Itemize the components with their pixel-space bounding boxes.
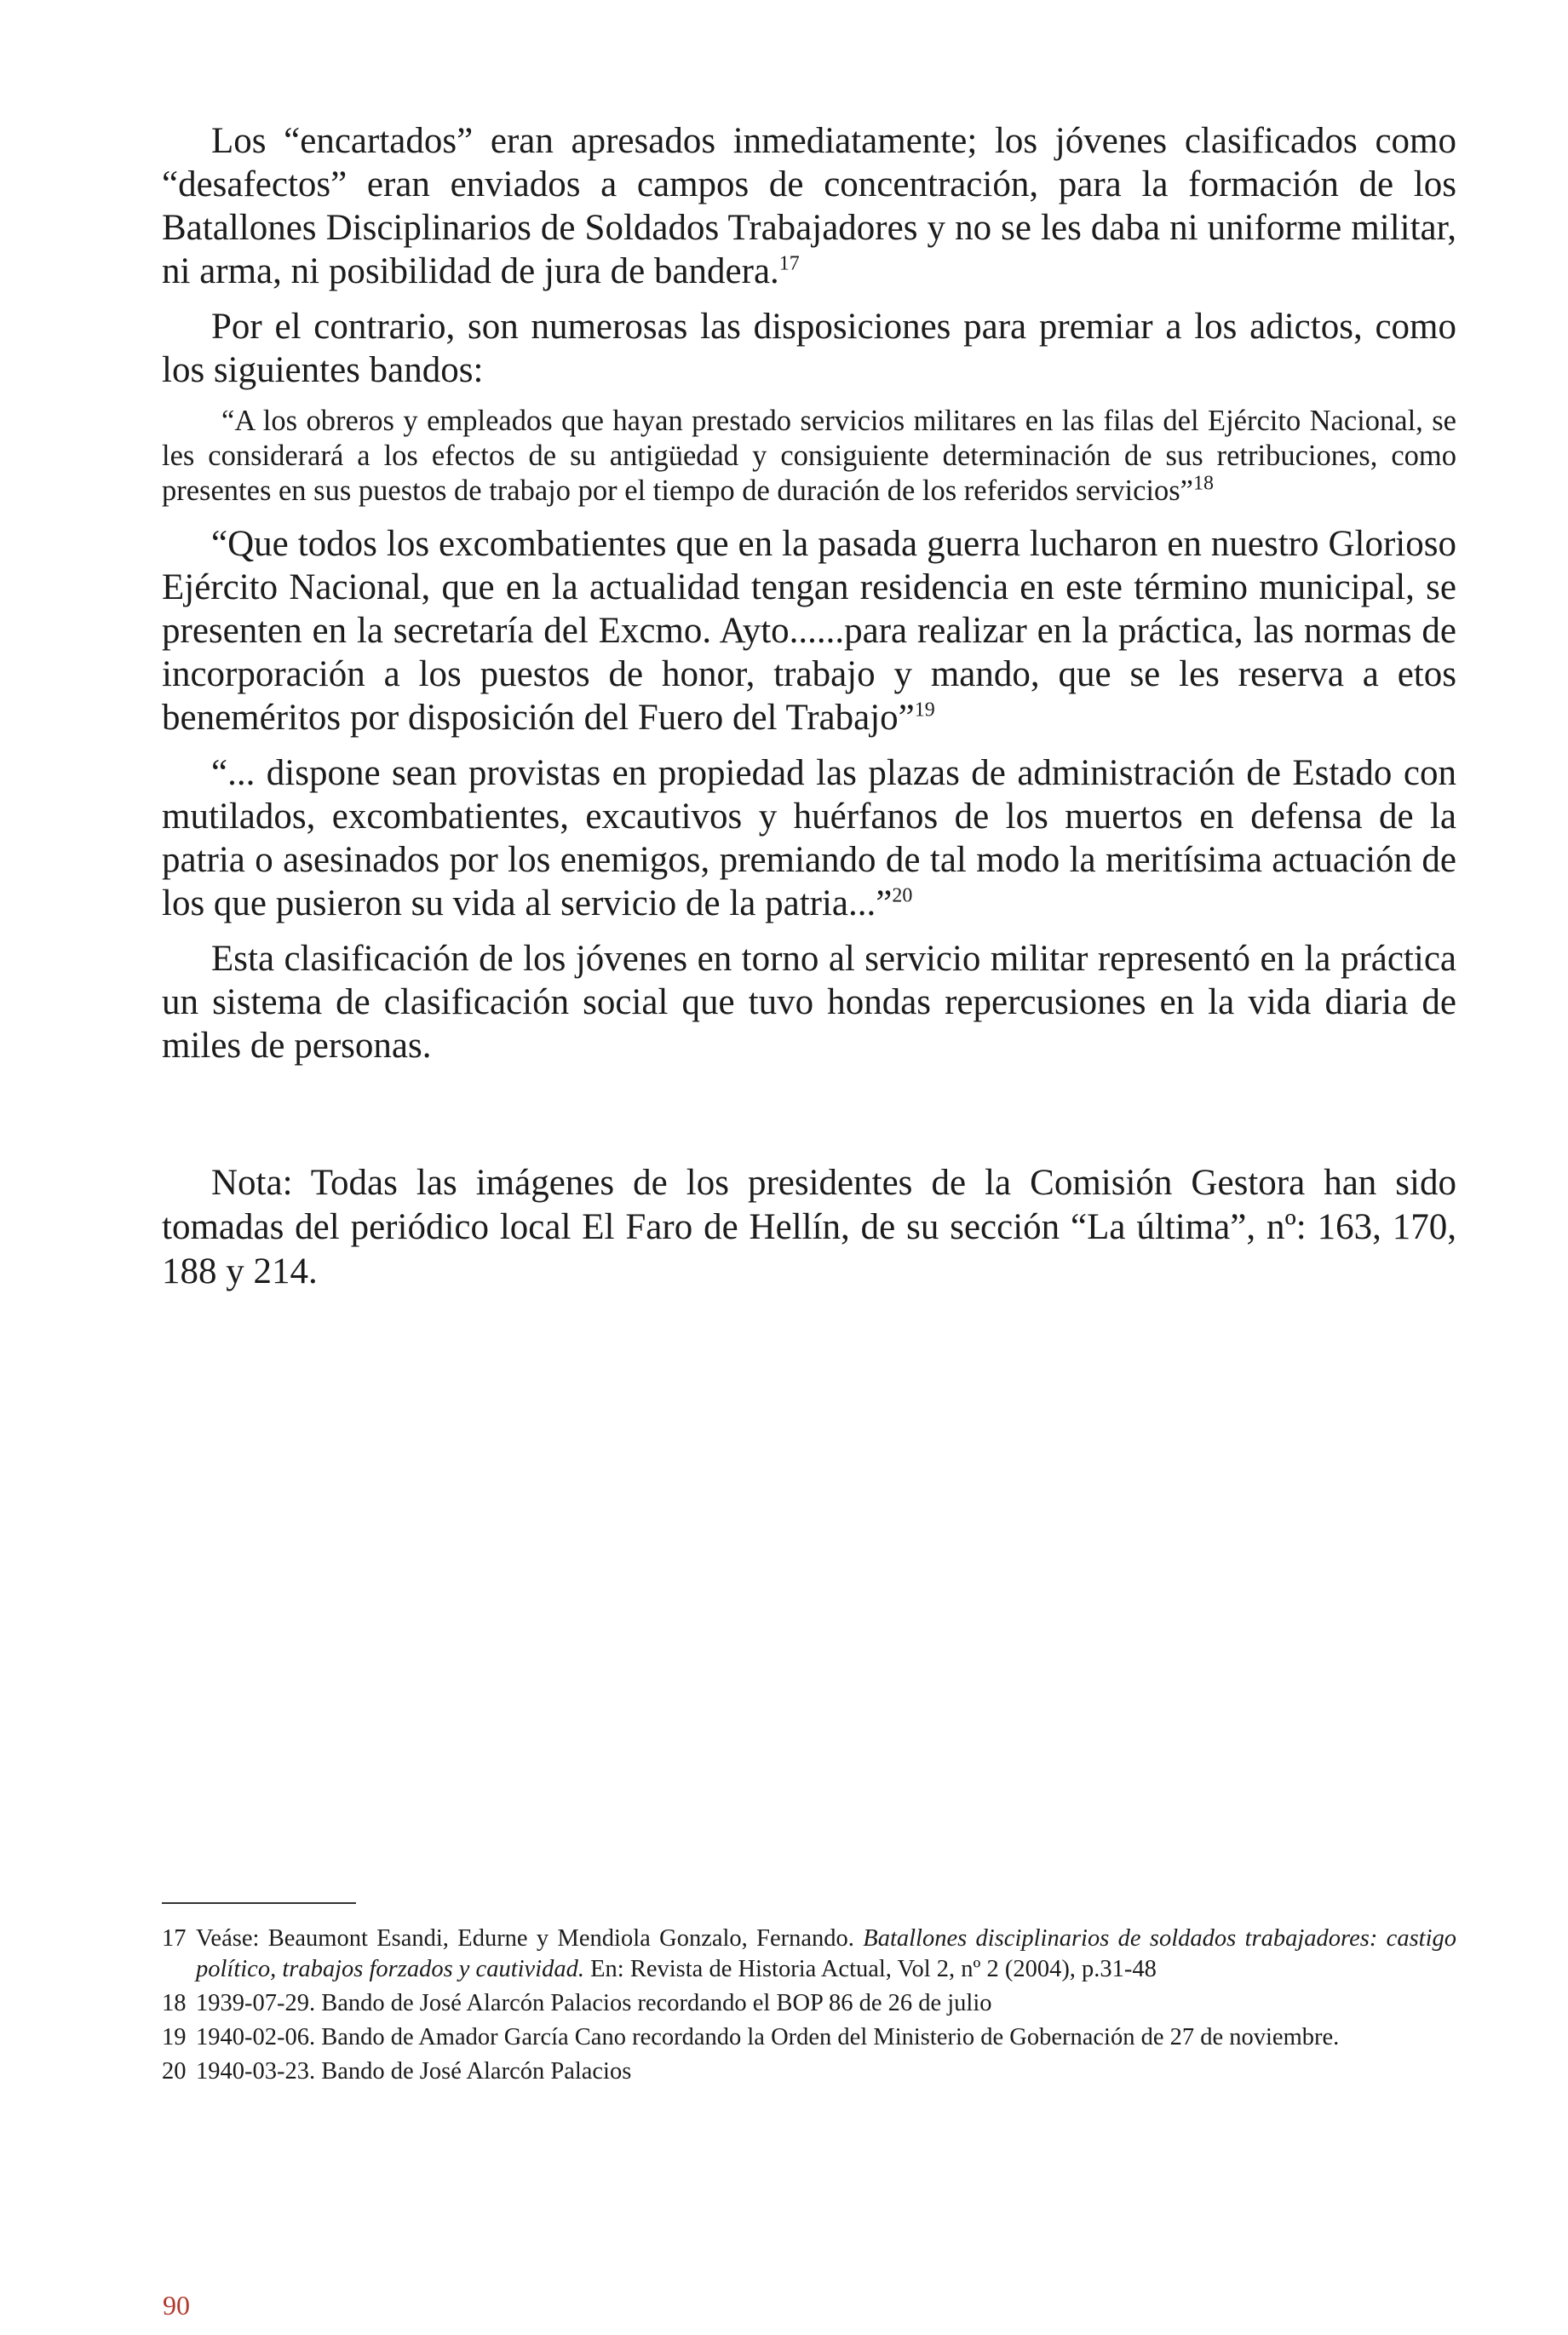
footnote-number: 17 bbox=[162, 1925, 187, 1952]
paragraph-adictos bbox=[162, 305, 1456, 392]
footnote-divider bbox=[162, 1902, 356, 1904]
note-text: Nota: Todas las imágenes de los presidentes de la Comisión Gestora han sido tomadas del periódico local El Faro de Hellín, de su sección “La última”, nº: 163, 170, 188 y 214. bbox=[162, 1163, 1456, 1291]
footnote-number: 20 bbox=[162, 2058, 187, 2085]
footnote-text: 1940-03-23. Bando de José Alarcón Palacios bbox=[196, 2058, 632, 2085]
paragraph-text: “Que todos los excombatientes que en la pasada guerra lucharon en nuestro Glorioso Ejército Nacional, que en la actualidad tengan residencia en este término municipal, se presenten en la secretaría del Excmo. Ayto......para realizar en la práctica, las normas de incorporación a los puestos de honor, trabajo y mando, que se les reserva a etos beneméritos por disposición del Fuero del Trabajo” bbox=[162, 524, 1456, 738]
footnote-authors: Veáse: Beaumont Esandi, Edurne y Mendiola Gonzalo, Fernando. bbox=[196, 1925, 864, 1952]
footnote-number: 18 bbox=[162, 1990, 187, 2016]
footnote-source: En: Revista de Historia Actual, Vol 2, nº 2 (2004), p.31-48 bbox=[584, 1956, 1157, 1982]
footnote-ref-20[interactable]: 20 bbox=[892, 884, 913, 907]
footnote-19 bbox=[162, 2022, 1456, 2053]
quote-text: “A los obreros y empleados que hayan prestado servicios militares en las filas del Ejército Nacional, se les considerará a los efectos de su antigüedad y consiguiente determinación de sus retribuciones, como presentes en sus puestos de trabajo por el tiempo de duración de los referidos servicios” bbox=[162, 405, 1456, 507]
paragraph-text: Esta clasificación de los jóvenes en torno al servicio militar representó en la práctica un sistema de clasificación social que tuvo hondas repercusiones en la vida diaria de miles de personas. bbox=[162, 939, 1456, 1066]
paragraph-encartados bbox=[162, 119, 1456, 293]
page-number: 90 bbox=[163, 2290, 190, 2321]
footnote-text: 1939-07-29. Bando de José Alarcón Palacios recordando el BOP 86 de 26 de julio bbox=[196, 1990, 992, 2016]
note-paragraph bbox=[162, 1161, 1456, 1294]
footnote-18 bbox=[162, 1988, 1456, 2019]
footnote-number: 19 bbox=[162, 2024, 187, 2050]
footnote-title: Batallones disciplinarios de soldados trabajadores: castigo político, trabajos forzados y cautividad. bbox=[196, 1925, 1456, 1982]
paragraph-clasificacion bbox=[162, 937, 1456, 1067]
footnote-ref-19[interactable]: 19 bbox=[914, 699, 935, 722]
block-quote-obreros bbox=[162, 404, 1456, 509]
footnote-ref-17[interactable]: 17 bbox=[778, 252, 800, 275]
paragraph-text: Por el contrario, son numerosas las disposiciones para premiar a los adictos, como los siguientes bandos: bbox=[162, 307, 1456, 390]
main-text bbox=[162, 119, 1456, 1294]
footnote-text bbox=[196, 1924, 1456, 1985]
footnote-text: 1940-02-06. Bando de Amador García Cano recordando la Orden del Ministerio de Gobernación de 27 de noviembre. bbox=[196, 2024, 1340, 2050]
paragraph-text: “... dispone sean provistas en propiedad las plazas de administración de Estado con mutilados, excombatientes, excautivos y huérfanos de los muertos en defensa de la patria o asesinados por los enemigos, premiando de tal modo la meritísima actuación de los que pusieron su vida al servicio de la patria...” bbox=[162, 753, 1456, 923]
footnote-20 bbox=[162, 2056, 1456, 2087]
paragraph-text: Los “encartados” eran apresados inmediatamente; los jóvenes clasificados como “desafectos” eran enviados a campos de concentración, para la formación de los Batallones Disciplinarios de Soldados Trabajadores y no se les daba ni uniforme militar, ni arma, ni posibilidad de jura de bandera. bbox=[162, 121, 1456, 291]
footnote-17 bbox=[162, 1924, 1456, 1985]
paragraph-dispone bbox=[162, 751, 1456, 925]
footnotes bbox=[162, 1924, 1456, 2091]
paragraph-excombatientes bbox=[162, 522, 1456, 739]
footnote-ref-18[interactable]: 18 bbox=[1192, 472, 1214, 495]
